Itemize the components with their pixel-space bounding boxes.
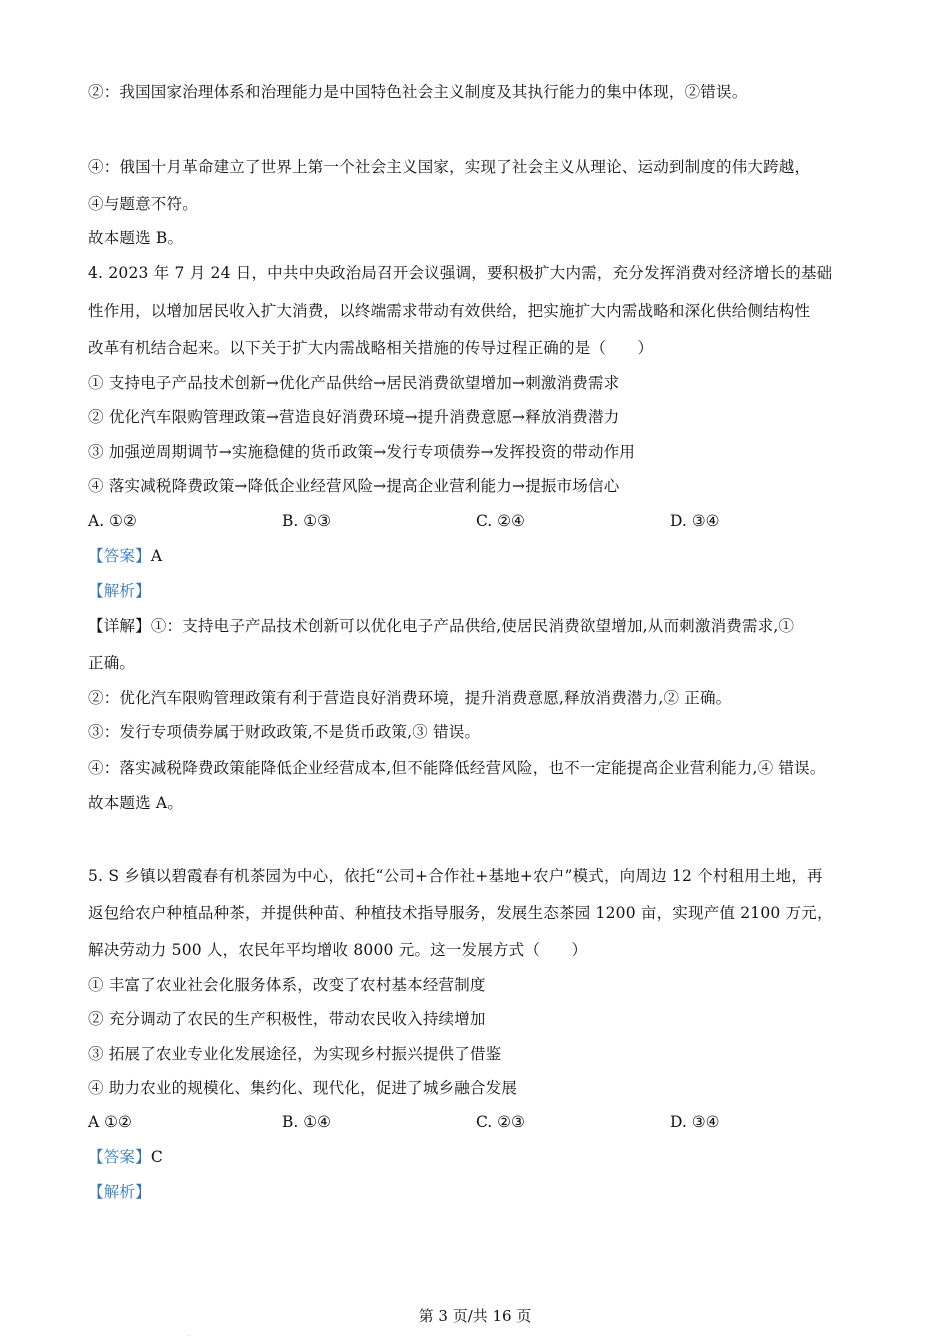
q4-detail-text-1a: ①：支持电子产品技术创新可以优化电子产品供给,使居民消费欲望增加,从而刺激消费需求,① — [150, 617, 795, 635]
q4-option-b: B. ①③ — [282, 512, 332, 530]
q4-answer-label: 【答案】 — [88, 547, 151, 565]
q4-detail-line-2: ②：优化汽车限购管理政策有利于营造良好消费环境，提升消费意愿,释放消费潜力,② 正确。 — [88, 689, 732, 707]
q5-option-b: B. ①④ — [282, 1113, 332, 1131]
q4-option-c: C. ②④ — [476, 512, 525, 530]
q5-analysis-label-text: 【解析】 — [88, 1183, 151, 1201]
q4-detail-label: 【详解】 — [88, 617, 151, 635]
prev-analysis-line-4b: ④与题意不符。 — [88, 195, 198, 213]
q4-item-3: ③ 加强逆周期调节→实施稳健的货币政策→发行专项债券→发挥投资的带动作用 — [88, 443, 636, 461]
q5-answer-value: C — [150, 1148, 163, 1166]
q5-analysis-label — [88, 1182, 151, 1202]
q5-option-d: D. ③④ — [670, 1113, 720, 1131]
q4-item-1: ① 支持电子产品技术创新→优化产品供给→居民消费欲望增加→刺激消费需求 — [88, 374, 620, 392]
prev-analysis-line-2: ②：我国国家治理体系和治理能力是中国特色社会主义制度及其执行能力的集中体现，②错误。 — [88, 83, 748, 101]
q4-conclusion: 故本题选 A。 — [88, 794, 184, 812]
q5-option-a: A ①② — [88, 1113, 132, 1131]
q4-option-a: A. ①② — [88, 512, 137, 530]
prev-conclusion: 故本题选 B。 — [88, 229, 184, 247]
page-number-footer: 第 3 页/共 16 页 — [418, 1307, 532, 1325]
q4-stem-line-3: 改革有机结合起来。以下关于扩大内需战略相关措施的传导过程正确的是（ ） — [88, 339, 654, 357]
q4-analysis-label-text: 【解析】 — [88, 582, 151, 600]
q4-option-d: D. ③④ — [670, 512, 720, 530]
q5-option-c: C. ②③ — [476, 1113, 525, 1131]
q5-item-2: ② 充分调动了农民的生产积极性，带动农民收入持续增加 — [88, 1010, 486, 1028]
q4-detail-line-1 — [88, 616, 794, 636]
q4-stem-line-1: 4. 2023 年 7 月 24 日，中共中央政治局召开会议强调，要积极扩大内需，充分发挥消费对经济增长的基础 — [88, 264, 833, 282]
q5-stem-line-2: 返包给农户种植品种茶，并提供种苗、种植技术指导服务，发展生态茶园 1200 亩，实现产值 2100 万元， — [88, 904, 833, 922]
q4-detail-line-3: ③：发行专项债券属于财政政策,不是货币政策,③ 错误。 — [88, 723, 481, 741]
q5-item-4: ④ 助力农业的规模化、集约化、现代化，促进了城乡融合发展 — [88, 1079, 518, 1097]
prev-analysis-line-4a: ④：俄国十月革命建立了世界上第一个社会主义国家，实现了社会主义从理论、运动到制度的伟大跨越， — [88, 158, 811, 176]
q5-answer-label: 【答案】 — [88, 1148, 151, 1166]
q4-item-4: ④ 落实减税降费政策→降低企业经营风险→提高企业营利能力→提振市场信心 — [88, 477, 620, 495]
q4-stem-line-2: 性作用，以增加居民收入扩大消费，以终端需求带动有效供给，把实施扩大内需战略和深化供给侧结构性 — [88, 302, 811, 320]
q5-stem-line-3: 解决劳动力 500 人，农民年平均增收 8000 元。这一发展方式（ ） — [88, 941, 588, 959]
scan-dot-mark: · — [188, 1333, 190, 1340]
q5-answer — [88, 1147, 163, 1167]
q5-item-1: ① 丰富了农业社会化服务体系，改变了农村基本经营制度 — [88, 976, 486, 994]
q4-detail-line-4: ④：落实减税降费政策能降低企业经营成本,但不能降低经营风险，也不一定能提高企业营利能力,④ 错误。 — [88, 759, 826, 777]
q4-answer — [88, 546, 162, 566]
q4-item-2: ② 优化汽车限购管理政策→营造良好消费环境→提升消费意愿→释放消费潜力 — [88, 408, 620, 426]
q4-analysis-label — [88, 581, 151, 601]
q5-stem-line-1: 5. S 乡镇以碧霞春有机茶园为中心，依托“公司+合作社+基地+农户”模式，向周边 12 个村租用土地，再 — [88, 867, 823, 885]
q4-detail-line-1b: 正确。 — [88, 654, 136, 672]
q4-answer-value: A — [150, 547, 163, 565]
q5-item-3: ③ 拓展了农业专业化发展途径，为实现乡村振兴提供了借鉴 — [88, 1045, 502, 1063]
